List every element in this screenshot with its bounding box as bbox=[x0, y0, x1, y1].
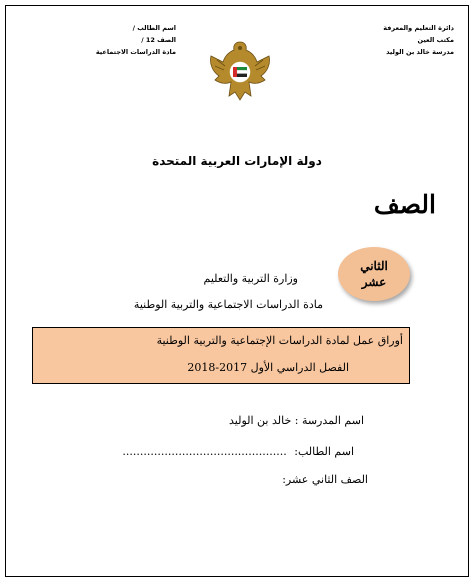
header-student-name: اسم الطالب / bbox=[132, 24, 176, 32]
grade-field: الصف الثاني عشر: bbox=[282, 473, 368, 486]
grade-badge bbox=[338, 247, 410, 301]
header-school: مدرسة خالد بن الوليد bbox=[386, 48, 454, 56]
student-name-label: اسم الطالب: bbox=[294, 445, 354, 458]
class-heading: الصف bbox=[373, 190, 436, 219]
ministry-name: وزارة التربية والتعليم bbox=[203, 272, 298, 285]
uae-emblem-icon bbox=[205, 38, 275, 104]
header-office: مكتب العين bbox=[417, 36, 454, 44]
header-institution-block bbox=[344, 22, 454, 58]
department-name: مادة الدراسات الاجتماعية والتربية الوطنية bbox=[133, 298, 323, 311]
grade-badge-line2: عشر bbox=[361, 275, 387, 289]
header-grade: الصف 12 / bbox=[141, 36, 176, 44]
banner-title: أوراق عمل لمادة الدراسات الإجتماعية والتربية الوطنية bbox=[156, 334, 403, 347]
student-name-blank: ............................................... bbox=[122, 445, 287, 458]
country-title: دولة الإمارات العربية المتحدة bbox=[152, 154, 322, 168]
header-student-block bbox=[66, 22, 176, 58]
student-name-field bbox=[122, 445, 354, 458]
document-page bbox=[5, 5, 469, 577]
header-directorate: دائرة التعليم والمعرفة bbox=[383, 24, 454, 32]
banner-term: الفصل الدراسي الأول 2017-2018 bbox=[187, 361, 349, 374]
worksheet-banner bbox=[32, 327, 410, 384]
grade-badge-line1: الثاني bbox=[360, 259, 388, 273]
school-name-field: اسم المدرسة : خالد بن الوليد bbox=[229, 414, 364, 427]
header-subject: مادة الدراسات الاجتماعية bbox=[95, 48, 176, 56]
